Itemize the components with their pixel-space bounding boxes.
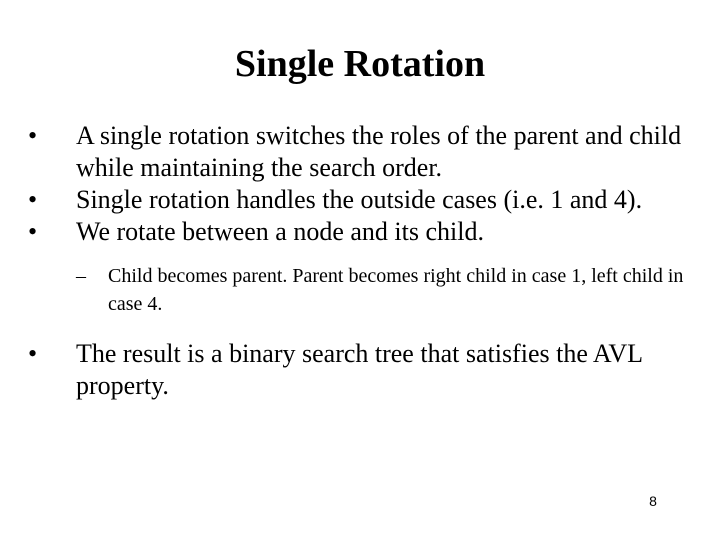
bullet-list <box>28 120 698 402</box>
sub-bullet-text: Child becomes parent. Parent becomes right child in case 1, left child in case 4. <box>108 265 684 315</box>
sub-bullet-item <box>28 262 698 318</box>
bullet-text: A single rotation switches the roles of the parent and child while maintaining the search order. <box>76 121 682 182</box>
bullet-marker: • <box>28 185 38 214</box>
bullet-text: The result is a binary search tree that satisfies the AVL property. <box>76 339 643 400</box>
bullet-text: We rotate between a node and its child. <box>76 217 484 246</box>
bullet-marker: • <box>28 217 38 246</box>
page-number: 8 <box>649 493 657 509</box>
sub-bullet-marker: – <box>76 265 86 287</box>
bullet-marker: • <box>28 339 38 368</box>
bullet-item <box>28 216 698 248</box>
bullet-item <box>28 120 698 184</box>
bullet-text: Single rotation handles the outside cases (i.e. 1 and 4). <box>76 185 643 214</box>
bullet-item <box>28 184 698 216</box>
bullet-item <box>28 338 698 402</box>
bullet-marker: • <box>28 121 38 150</box>
slide-title: Single Rotation <box>234 43 486 85</box>
